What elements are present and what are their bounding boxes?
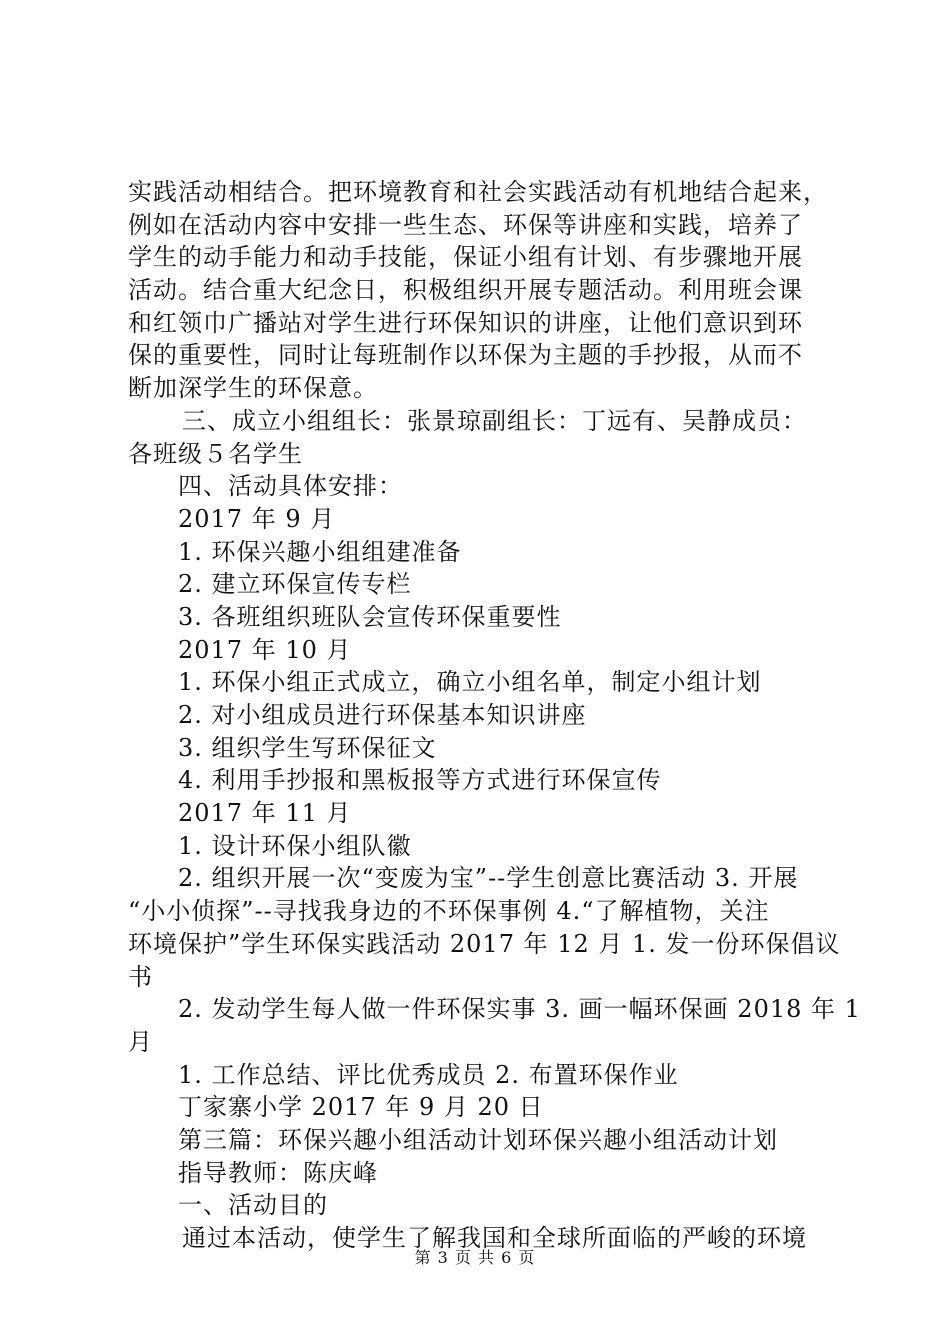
list-item: 4. 利用手抄报和黑板报等方式进行环保宣传 — [178, 766, 662, 795]
list-item: 3. 组织学生写环保征文 — [178, 733, 437, 762]
signature-line: 丁家寨小学 2017 年 9 月 20 日 — [178, 1093, 544, 1122]
list-item: 2. 建立环保宣传专栏 — [178, 570, 412, 599]
section-heading-four: 四、活动具体安排： — [178, 472, 403, 501]
text-line: 通过本活动，使学生了解我国和全球所面临的严峻的环境 — [182, 1224, 807, 1252]
text-line: 学生的动手能力和动手技能，保证小组有计划、有步骤地开展 — [128, 243, 803, 272]
month-heading: 2017 年 11 月 — [178, 799, 352, 828]
text-line: 各班级５名学生 — [128, 439, 303, 468]
instructor-line: 指导教师：陈庆峰 — [178, 1158, 378, 1187]
list-item: 1. 设计环保小组队徽 — [178, 831, 412, 860]
list-item: 2. 发动学生每人做一件环保实事 3. 画一幅环保画 2018 年 1 — [178, 995, 861, 1024]
list-item: 3. 各班组织班队会宣传环保重要性 — [178, 602, 562, 631]
text-line: 环境保护”学生环保实践活动 2017 年 12 月 1. 发一份环保倡议 — [128, 929, 841, 958]
text-line: 保的重要性，同时让每班制作以环保为主题的手抄报，从而不 — [128, 341, 803, 370]
list-item: 1. 环保小组正式成立，确立小组名单，制定小组计划 — [178, 668, 762, 697]
article-title: 第三篇：环保兴趣小组活动计划环保兴趣小组活动计划 — [178, 1125, 778, 1154]
list-item: 2. 对小组成员进行环保基本知识讲座 — [178, 701, 587, 729]
text-line: 实践活动相结合。把环境教育和社会实践活动有机地结合起来， — [128, 178, 828, 206]
month-heading: 2017 年 10 月 — [178, 635, 352, 664]
month-heading: 2017 年 9 月 — [178, 504, 336, 533]
document-body — [128, 176, 861, 1255]
page-footer: 第 3 页 共 6 页 — [414, 1248, 536, 1267]
text-line: 书 — [128, 962, 153, 991]
text-line: 活动。结合重大纪念日，积极组织开展专题活动。利用班会课 — [128, 276, 803, 305]
text-line: 断加深学生的环保意。 — [128, 374, 378, 403]
text-line: 例如在活动内容中安排一些生态、环保等讲座和实践，培养了 — [128, 210, 803, 239]
section-heading-one: 一、活动目的 — [178, 1191, 328, 1220]
list-item: 1. 环保兴趣小组组建准备 — [178, 537, 462, 566]
text-line: 和红领巾广播站对学生进行环保知识的讲座，让他们意识到环 — [128, 308, 803, 337]
list-item: 1. 工作总结、评比优秀成员 2. 布置环保作业 — [178, 1060, 679, 1089]
text-line: “小小侦探”--寻找我身边的不环保事例 4.“了解植物，关注 — [128, 897, 770, 926]
text-line: 月 — [128, 1027, 153, 1056]
list-item: 2. 组织开展一次“变废为宝”--学生创意比赛活动 3. 开展 — [178, 864, 799, 893]
section-heading-three: 三、成立小组组长：张景琼副组长：丁远有、吴静成员： — [182, 406, 807, 435]
